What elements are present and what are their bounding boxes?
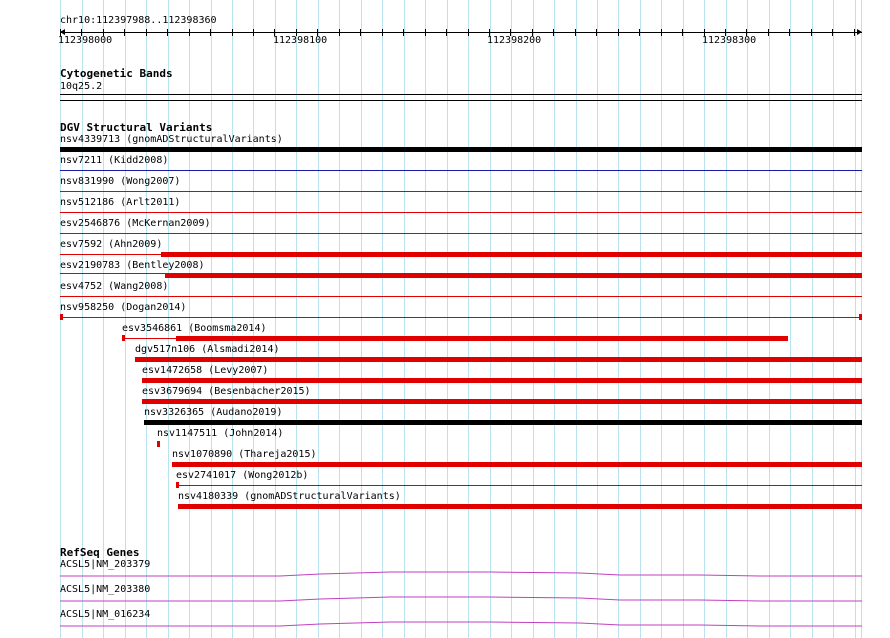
dgv-variant-bar[interactable] [172, 462, 862, 467]
cytoband-track-title: Cytogenetic Bands [60, 67, 173, 80]
grid-line [382, 0, 383, 638]
dgv-track-title: DGV Structural Variants [60, 121, 213, 134]
dgv-variant-label[interactable]: nsv1147511 (John2014) [157, 428, 284, 439]
grid-line [125, 0, 126, 638]
dgv-variant-label[interactable]: nsv4339713 (gnomADStructuralVariants) [60, 134, 283, 145]
ruler-tick [146, 29, 147, 36]
grid-line [576, 0, 577, 638]
dgv-variant-bar[interactable] [176, 485, 862, 486]
refseq-gene-model[interactable] [60, 620, 862, 630]
dgv-variant-label[interactable]: esv1472658 (Levy2007) [142, 365, 269, 376]
dgv-variant-bar[interactable] [60, 233, 862, 234]
dgv-variant-bar[interactable] [178, 504, 862, 509]
dgv-variant-label[interactable]: nsv1070890 (Thareja2015) [172, 449, 317, 460]
grid-line [82, 0, 83, 638]
grid-line [296, 0, 297, 638]
grid-line [790, 0, 791, 638]
grid-line [769, 0, 770, 638]
dgv-variant-label[interactable]: nsv3326365 (Audano2019) [144, 407, 283, 418]
dgv-variant-label[interactable]: nsv4180339 (gnomADStructuralVariants) [178, 491, 401, 502]
ruler-arrow-right-icon [857, 29, 862, 35]
dgv-variant-bar[interactable] [122, 335, 125, 341]
grid-line [554, 0, 555, 638]
grid-line [275, 0, 276, 638]
dgv-variant-bar[interactable] [60, 147, 862, 152]
track-separator [60, 100, 862, 101]
ruler-tick [124, 29, 125, 36]
grid-line [683, 0, 684, 638]
grid-line [146, 0, 147, 638]
ruler-tick [789, 29, 790, 36]
grid-line [468, 0, 469, 638]
grid-line [404, 0, 405, 638]
grid-line [704, 0, 705, 638]
grid-line [597, 0, 598, 638]
dgv-variant-bar[interactable] [157, 441, 160, 447]
dgv-variant-label[interactable]: esv3546861 (Boomsma2014) [122, 323, 267, 334]
ruler-tick [403, 29, 404, 36]
grid-line [425, 0, 426, 638]
ruler-tick-label: 112398100 [273, 35, 328, 46]
refseq-gene-line [60, 597, 862, 601]
grid-line [640, 0, 641, 638]
ruler-tick [360, 29, 361, 36]
ruler-tick [339, 29, 340, 36]
grid-line [511, 0, 512, 638]
locus-label: chr10:112397988..112398360 [60, 15, 217, 26]
dgv-variant-label[interactable]: esv2546876 (McKernan2009) [60, 218, 211, 229]
ruler-tick [832, 29, 833, 36]
grid-line [661, 0, 662, 638]
refseq-track-title: RefSeq Genes [60, 546, 140, 559]
ruler-tick-label: 112398200 [487, 35, 542, 46]
ruler-tick [596, 29, 597, 36]
dgv-variant-label[interactable]: nsv7211 (Kidd2008) [60, 155, 169, 166]
dgv-variant-bar[interactable] [60, 191, 862, 192]
dgv-variant-bar[interactable] [60, 317, 862, 318]
ruler-tick [811, 29, 812, 36]
grid-line [211, 0, 212, 638]
dgv-variant-label[interactable]: esv3679694 (Besenbacher2015) [142, 386, 311, 397]
refseq-gene-model[interactable] [60, 570, 862, 580]
ruler-tick-label: 112398300 [702, 35, 757, 46]
refseq-gene-model[interactable] [60, 595, 862, 605]
ruler-tick [468, 29, 469, 36]
dgv-variant-bar[interactable] [60, 212, 862, 213]
dgv-variant-bar[interactable] [60, 170, 862, 171]
ruler-tick [189, 29, 190, 36]
ruler-tick-label: 112398000 [58, 35, 113, 46]
grid-line [318, 0, 319, 638]
grid-line [726, 0, 727, 638]
dgv-variant-label[interactable]: dgv517n106 (Alsmadi2014) [135, 344, 280, 355]
grid-line [812, 0, 813, 638]
dgv-variant-label[interactable]: esv2190783 (Bentley2008) [60, 260, 205, 271]
cytoband-bar [60, 94, 862, 95]
dgv-variant-label[interactable]: esv7592 (Ahn2009) [60, 239, 163, 250]
dgv-variant-label[interactable]: esv2741017 (Wong2012b) [176, 470, 309, 481]
ruler-tick [618, 29, 619, 36]
ruler-tick [854, 29, 855, 36]
dgv-variant-label[interactable]: nsv512186 (Arlt2011) [60, 197, 181, 208]
grid-line [189, 0, 190, 638]
grid-line [232, 0, 233, 638]
ruler-tick [232, 29, 233, 36]
grid-line [747, 0, 748, 638]
dgv-variant-bar[interactable] [142, 399, 862, 404]
ruler-tick [575, 29, 576, 36]
dgv-variant-bar[interactable] [60, 314, 63, 320]
dgv-variant-bar[interactable] [144, 420, 862, 425]
ruler-tick [639, 29, 640, 36]
cytoband-label: 10q25.2 [60, 81, 103, 92]
dgv-variant-bar[interactable] [60, 273, 165, 274]
ruler-tick [661, 29, 662, 36]
grid-line [533, 0, 534, 638]
ruler-axis [60, 32, 862, 33]
grid-line [833, 0, 834, 638]
grid-line [168, 0, 169, 638]
refseq-gene-label[interactable]: ACSL5|NM_016234 [60, 609, 151, 620]
grid-line [361, 0, 362, 638]
refseq-gene-label[interactable]: ACSL5|NM_203380 [60, 584, 151, 595]
grid-line [618, 0, 619, 638]
ruler-tick [553, 29, 554, 36]
grid-line [339, 0, 340, 638]
dgv-variant-bar[interactable] [161, 252, 862, 257]
dgv-variant-bar[interactable] [60, 296, 862, 297]
grid-line [103, 0, 104, 638]
refseq-gene-line [60, 622, 862, 626]
dgv-variant-bar[interactable] [60, 254, 161, 255]
grid-line [447, 0, 448, 638]
refseq-gene-label[interactable]: ACSL5|NM_203379 [60, 559, 151, 570]
refseq-gene-line [60, 572, 862, 576]
ruler-tick [768, 29, 769, 36]
dgv-variant-label[interactable]: nsv831990 (Wong2007) [60, 176, 181, 187]
ruler-tick [210, 29, 211, 36]
ruler-tick [425, 29, 426, 36]
grid-line [253, 0, 254, 638]
ruler-tick [446, 29, 447, 36]
dgv-variant-bar[interactable] [176, 336, 788, 341]
dgv-variant-bar[interactable] [135, 357, 862, 362]
ruler-tick [167, 29, 168, 36]
grid-line [490, 0, 491, 638]
dgv-variant-label[interactable]: esv4752 (Wang2008) [60, 281, 169, 292]
ruler-tick [382, 29, 383, 36]
dgv-variant-bar[interactable] [859, 314, 862, 320]
grid-line [855, 0, 856, 638]
dgv-variant-bar[interactable] [142, 378, 862, 383]
dgv-variant-bar[interactable] [176, 482, 179, 488]
ruler-tick [682, 29, 683, 36]
dgv-variant-bar[interactable] [165, 273, 862, 278]
dgv-variant-label[interactable]: nsv958250 (Dogan2014) [60, 302, 187, 313]
ruler-tick [253, 29, 254, 36]
